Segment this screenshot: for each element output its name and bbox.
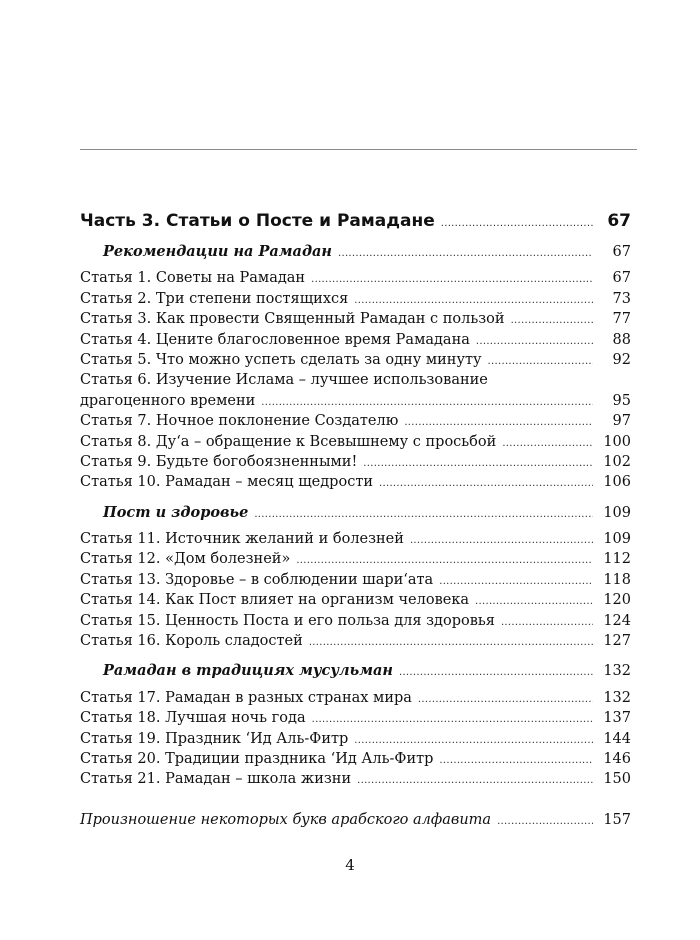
part-heading[interactable] <box>80 208 631 234</box>
section-heading[interactable] <box>80 503 631 523</box>
entry-title: Статья 2. Три степени постящихся <box>80 290 349 307</box>
section-heading[interactable] <box>80 661 631 681</box>
toc-entry[interactable] <box>80 590 631 610</box>
entry-title-continued: драгоценного времени <box>80 392 256 409</box>
dot-leader <box>475 590 593 612</box>
entry-page: 124 <box>603 612 631 629</box>
header-rule <box>80 149 637 150</box>
toc-entry[interactable] <box>80 529 631 549</box>
entry-title: Статья 11. Источник желаний и болезней <box>80 531 404 548</box>
entry-page: 73 <box>612 290 631 307</box>
dot-leader <box>488 350 593 372</box>
section-page: 132 <box>603 663 631 680</box>
entry-page: 150 <box>603 771 631 788</box>
dot-leader <box>311 268 593 290</box>
toc-entry-appendix[interactable] <box>80 810 631 830</box>
toc-entry[interactable] <box>80 472 631 492</box>
toc-entry[interactable] <box>80 330 631 350</box>
dot-leader <box>502 432 593 454</box>
dot-leader <box>511 309 593 331</box>
section-page: 109 <box>603 504 631 521</box>
dot-leader <box>476 330 593 352</box>
entry-page: 120 <box>603 592 631 609</box>
toc-entry[interactable] <box>80 688 631 708</box>
dot-leader <box>354 729 593 751</box>
entry-page: 92 <box>612 351 631 368</box>
toc-entry[interactable] <box>80 749 631 769</box>
dot-leader <box>418 688 593 710</box>
section-heading[interactable] <box>80 242 631 262</box>
section-title: Рамадан в традициях мусульман <box>103 662 393 680</box>
entry-title: Статья 21. Рамадан – школа жизни <box>80 771 352 788</box>
toc-entry[interactable] <box>80 289 631 309</box>
entry-title: Статья 19. Праздник ‘Ид Аль-Фитр <box>80 730 349 747</box>
entry-title: Статья 14. Как Пост влияет на организм человека <box>80 592 470 609</box>
dot-leader <box>439 570 593 592</box>
toc-entry[interactable] <box>80 549 631 569</box>
entry-title: Статья 10. Рамадан – месяц щедрости <box>80 474 374 491</box>
entry-title: Статья 16. Король сладостей <box>80 633 303 650</box>
section-title: Пост и здоровье <box>103 503 249 521</box>
entry-title: Статья 5. Что можно успеть сделать за одну минуту <box>80 351 482 368</box>
toc-entry[interactable] <box>80 570 631 590</box>
entry-page: 112 <box>603 551 631 568</box>
toc-entry[interactable] <box>80 350 631 370</box>
entry-title: Статья 8. Ду‘а – обращение к Всевышнему с просьбой <box>80 433 497 450</box>
dot-leader <box>501 611 593 633</box>
toc-entry-multiline[interactable] <box>80 370 631 411</box>
dot-leader <box>363 452 593 474</box>
dot-leader <box>357 769 593 791</box>
dot-leader <box>312 708 593 730</box>
entry-title: Статья 1. Советы на Рамадан <box>80 270 306 287</box>
entry-page: 97 <box>612 413 631 430</box>
entry-page: 137 <box>603 710 631 727</box>
toc-entry[interactable] <box>80 432 631 452</box>
entry-title: Статья 9. Будьте богобоязненными! <box>80 453 358 470</box>
dot-leader <box>497 810 593 832</box>
entry-title: Статья 15. Ценность Поста и его польза для здоровья <box>80 612 495 629</box>
part-page: 67 <box>607 211 631 231</box>
dot-leader <box>309 631 593 653</box>
entry-title: Статья 20. Традиции праздника ‘Ид Аль-Фитр <box>80 750 434 767</box>
dot-leader <box>441 208 593 237</box>
entry-page: 106 <box>603 474 631 491</box>
entry-page: 102 <box>603 453 631 470</box>
entry-page: 77 <box>612 311 631 328</box>
entry-page: 100 <box>603 433 631 450</box>
entry-page: 95 <box>612 392 631 409</box>
dot-leader <box>354 289 593 311</box>
entry-page: 127 <box>603 633 631 650</box>
entry-title: Статья 18. Лучшая ночь года <box>80 710 306 727</box>
entry-title: Статья 3. Как провести Священный Рамадан с пользой <box>80 311 505 328</box>
entry-page: 146 <box>603 750 631 767</box>
page-number: 4 <box>345 856 355 874</box>
toc-entry[interactable] <box>80 411 631 431</box>
entry-page: 67 <box>612 270 631 287</box>
dot-leader <box>404 411 593 433</box>
dot-leader <box>296 549 593 571</box>
toc-entry[interactable] <box>80 611 631 631</box>
dot-leader <box>439 749 593 771</box>
table-of-contents <box>80 208 631 830</box>
entry-page: 109 <box>603 531 631 548</box>
dot-leader <box>254 503 593 525</box>
entry-title: Статья 4. Цените благословенное время Рамадана <box>80 331 470 348</box>
toc-entry[interactable] <box>80 452 631 472</box>
toc-entry[interactable] <box>80 729 631 749</box>
entry-page: 88 <box>612 331 631 348</box>
toc-entry[interactable] <box>80 631 631 651</box>
entry-page: 144 <box>603 730 631 747</box>
dot-leader <box>261 391 593 413</box>
entry-page: 118 <box>603 571 631 588</box>
dot-leader <box>410 529 593 551</box>
toc-entry[interactable] <box>80 708 631 728</box>
dot-leader <box>399 661 593 683</box>
toc-entry[interactable] <box>80 268 631 288</box>
section-page: 67 <box>612 244 631 260</box>
toc-entry[interactable] <box>80 309 631 329</box>
section-title: Рекомендации на Рамадан <box>103 243 332 260</box>
entry-title: Статья 17. Рамадан в разных странах мира <box>80 689 412 706</box>
part-title: Часть 3. Статьи о Посте и Рамадане <box>80 211 435 231</box>
entry-title: Статья 12. «Дом болезней» <box>80 551 291 568</box>
entry-title: Статья 7. Ночное поклонение Создателю <box>80 413 399 430</box>
entry-page: 132 <box>603 689 631 706</box>
entry-title: Статья 6. Изучение Ислама – лучшее использование <box>80 372 488 389</box>
toc-entry[interactable] <box>80 769 631 789</box>
dot-leader <box>338 242 593 264</box>
entry-title: Статья 13. Здоровье – в соблюдении шари‘ата <box>80 571 434 588</box>
appendix-page: 157 <box>603 811 631 828</box>
appendix-title: Произношение некоторых букв арабского алфавита <box>80 811 492 828</box>
dot-leader <box>379 472 593 494</box>
